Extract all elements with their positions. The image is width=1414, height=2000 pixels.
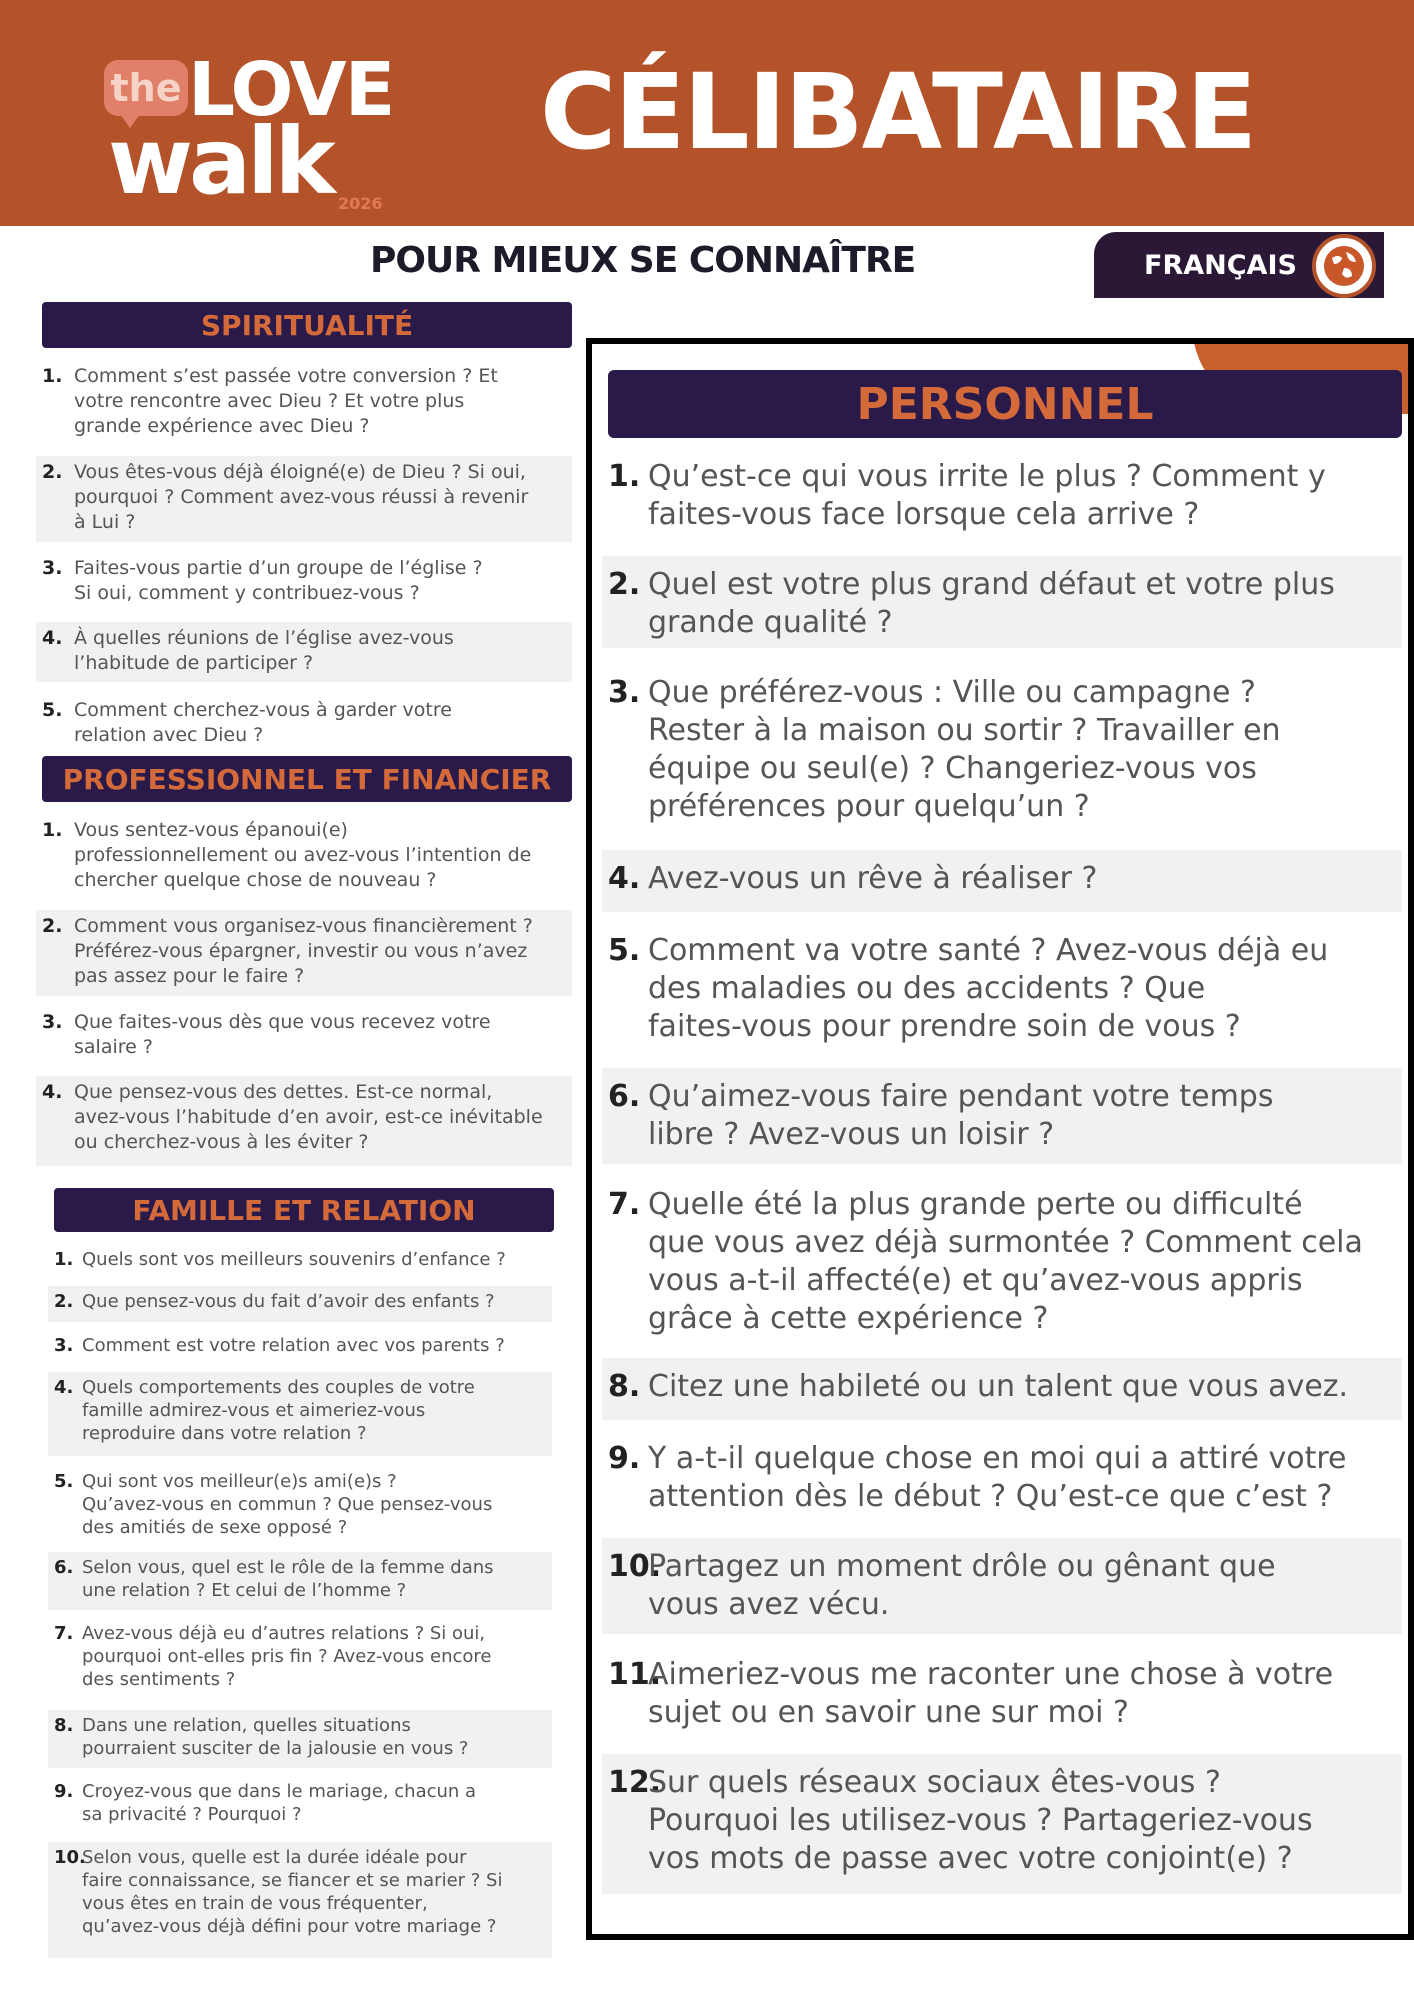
question-text: Quel est votre plus grand défaut et votre plus grande qualité ?: [648, 567, 1335, 640]
question-number: 3.: [42, 1011, 63, 1033]
question-item: [36, 910, 572, 996]
question-text: Que faites-vous dès que vous recevez votre salaire ?: [74, 1011, 491, 1058]
question-number: 3.: [42, 557, 63, 579]
question-text: Qu’est-ce qui vous irrite le plus ? Comment y faites-vous face lorsque cela arrive ?: [648, 459, 1326, 532]
question-item: [48, 1286, 552, 1322]
question-text: Comment s’est passée votre conversion ? Et votre rencontre avec Dieu ? Et votre plus grande expérience avec Dieu ?: [74, 365, 498, 437]
question-item: [602, 1176, 1402, 1346]
question-text: Que pensez-vous des dettes. Est-ce normal, avez-vous l’habitude d’en avoir, est-ce inévitable ou cherchez-vous à les éviter ?: [74, 1081, 543, 1153]
question-item: [48, 1710, 552, 1768]
question-number: 4.: [608, 861, 641, 896]
question-number: 1.: [608, 459, 641, 494]
question-text: Croyez-vous que dans le mariage, chacun a sa privacité ? Pourquoi ?: [82, 1781, 477, 1825]
question-text: Avez-vous déjà eu d’autres relations ? Si oui, pourquoi ont-elles pris fin ? Avez-vous encore des sentiments ?: [82, 1623, 492, 1690]
question-text: Sur quels réseaux sociaux êtes-vous ? Pourquoi les utilisez-vous ? Partageriez-vous vos mots de passe avec votre conjoint(e) ?: [648, 1765, 1313, 1876]
question-number: 9.: [54, 1781, 74, 1802]
question-number: 5.: [54, 1471, 74, 1492]
logo-year: 2026: [338, 194, 383, 213]
page-title: CÉLIBATAIRE: [540, 51, 1256, 173]
question-text: Quels sont vos meilleurs souvenirs d’enfance ?: [82, 1249, 506, 1270]
question-number: 6.: [54, 1557, 74, 1578]
section-header-spiritualite: SPIRITUALITÉ: [42, 302, 572, 348]
question-number: 7.: [608, 1187, 641, 1222]
question-number: 8.: [608, 1369, 641, 1404]
question-text: Qu’aimez-vous faire pendant votre temps libre ? Avez-vous un loisir ?: [648, 1079, 1274, 1152]
question-item: [602, 1538, 1402, 1634]
question-item: [602, 556, 1402, 648]
question-item: [36, 694, 572, 752]
question-text: Qui sont vos meilleur(e)s ami(e)s ? Qu’avez-vous en commun ? Que pensez-vous des amitiés de sexe opposé ?: [82, 1471, 493, 1538]
question-item: [48, 1330, 552, 1364]
question-item: [36, 1006, 572, 1066]
question-item: [48, 1372, 552, 1456]
question-number: 3.: [54, 1335, 74, 1356]
question-item: [36, 456, 572, 542]
question-text: Aimeriez-vous me raconter une chose à votre sujet ou en savoir une sur moi ?: [648, 1657, 1334, 1730]
question-number: 2.: [42, 461, 63, 483]
logo-the-bubble: the: [104, 60, 188, 116]
question-text: Vous sentez-vous épanoui(e) professionnellement ou avez-vous l’intention de chercher quelque chose de nouveau ?: [74, 819, 532, 891]
question-item: [602, 1430, 1402, 1526]
section-header-famille: FAMILLE ET RELATION: [54, 1188, 554, 1232]
question-number: 1.: [42, 365, 63, 387]
question-item: [48, 1552, 552, 1610]
question-number: 11.: [608, 1657, 662, 1692]
question-item: [48, 1466, 552, 1546]
personnel-panel: [586, 338, 1414, 1940]
question-item: [48, 1776, 552, 1834]
question-number: 10.: [54, 1847, 86, 1868]
question-number: 8.: [54, 1715, 74, 1736]
question-item: [602, 664, 1402, 834]
question-text: Selon vous, quel est le rôle de la femme dans une relation ? Et celui de l’homme ?: [82, 1557, 494, 1601]
section-header-professionnel: PROFESSIONNEL ET FINANCIER: [42, 756, 572, 802]
question-item: [36, 1076, 572, 1166]
question-number: 9.: [608, 1441, 641, 1476]
question-item: [602, 1358, 1402, 1420]
question-number: 4.: [42, 1081, 63, 1103]
question-item: [48, 1618, 552, 1702]
question-text: Que préférez-vous : Ville ou campagne ? Rester à la maison ou sortir ? Travailler en équipe ou seul(e) ? Changeriez-vous vos préférences pour quelqu’un ?: [648, 675, 1281, 824]
question-item: [602, 1754, 1402, 1894]
question-text: Dans une relation, quelles situations pourraient susciter de la jalousie en vous ?: [82, 1715, 469, 1759]
question-number: 4.: [54, 1377, 74, 1398]
question-item: [36, 552, 572, 612]
question-item: [602, 850, 1402, 912]
question-item: [48, 1244, 552, 1278]
question-item: [36, 814, 572, 900]
question-number: 3.: [608, 675, 641, 710]
question-number: 12.: [608, 1765, 662, 1800]
question-item: [602, 922, 1402, 1056]
question-number: 5.: [608, 933, 641, 968]
language-selector[interactable]: [1094, 232, 1384, 298]
question-number: 1.: [42, 819, 63, 841]
section-header-personnel: PERSONNEL: [608, 370, 1402, 438]
question-text: Comment va votre santé ? Avez-vous déjà eu des maladies ou des accidents ? Que faites-vous pour prendre soin de vous ?: [648, 933, 1329, 1044]
question-number: 5.: [42, 699, 63, 721]
question-text: À quelles réunions de l’église avez-vous l’habitude de participer ?: [74, 627, 454, 674]
question-text: Comment vous organisez-vous financièrement ? Préférez-vous épargner, investir ou vous n’avez pas assez pour le faire ?: [74, 915, 533, 987]
question-number: 1.: [54, 1249, 74, 1270]
question-number: 4.: [42, 627, 63, 649]
question-item: [36, 360, 572, 446]
question-text: Vous êtes-vous déjà éloigné(e) de Dieu ? Si oui, pourquoi ? Comment avez-vous réussi à revenir à Lui ?: [74, 461, 529, 533]
question-text: Comment est votre relation avec vos parents ?: [82, 1335, 505, 1356]
question-text: Y a-t-il quelque chose en moi qui a attiré votre attention dès le début ? Qu’est-ce que c’est ?: [648, 1441, 1347, 1514]
question-number: 10.: [608, 1549, 662, 1584]
question-number: 6.: [608, 1079, 641, 1114]
question-item: [36, 622, 572, 682]
question-item: [48, 1842, 552, 1958]
question-number: 2.: [42, 915, 63, 937]
question-text: Faites-vous partie d’un groupe de l’église ? Si oui, comment y contribuez-vous ?: [74, 557, 483, 604]
question-number: 7.: [54, 1623, 74, 1644]
page-subtitle: POUR MIEUX SE CONNAÎTRE: [370, 240, 916, 281]
question-text: Quels comportements des couples de votre famille admirez-vous et aimeriez-vous reproduire dans votre relation ?: [82, 1377, 475, 1444]
question-text: Avez-vous un rêve à réaliser ?: [648, 861, 1098, 896]
question-item: [602, 1646, 1402, 1742]
globe-icon: [1312, 234, 1376, 298]
question-text: Quelle été la plus grande perte ou difficulté que vous avez déjà surmontée ? Comment cela vous a-t-il affecté(e) et qu’avez-vous appris grâce à cette expérience ?: [648, 1187, 1363, 1336]
logo-walk-text: walk: [108, 108, 332, 215]
question-item: [602, 1068, 1402, 1164]
question-text: Comment cherchez-vous à garder votre relation avec Dieu ?: [74, 699, 452, 746]
question-number: 2.: [54, 1291, 74, 1312]
question-item: [602, 448, 1402, 540]
love-walk-logo: [100, 47, 400, 220]
question-text: Citez une habileté ou un talent que vous avez.: [648, 1369, 1349, 1404]
question-text: Selon vous, quelle est la durée idéale pour faire connaissance, se fiancer et se marier ? Si vous êtes en train de vous fréquenter, qu’avez-vous déjà défini pour votre mariage ?: [82, 1847, 503, 1937]
question-text: Que pensez-vous du fait d’avoir des enfants ?: [82, 1291, 495, 1312]
question-text: Partagez un moment drôle ou gênant que vous avez vécu.: [648, 1549, 1276, 1622]
language-label: FRANÇAIS: [1144, 250, 1297, 281]
question-number: 2.: [608, 567, 641, 602]
logo-love-text: LOVE: [188, 47, 394, 133]
header-banner: [0, 0, 1414, 226]
